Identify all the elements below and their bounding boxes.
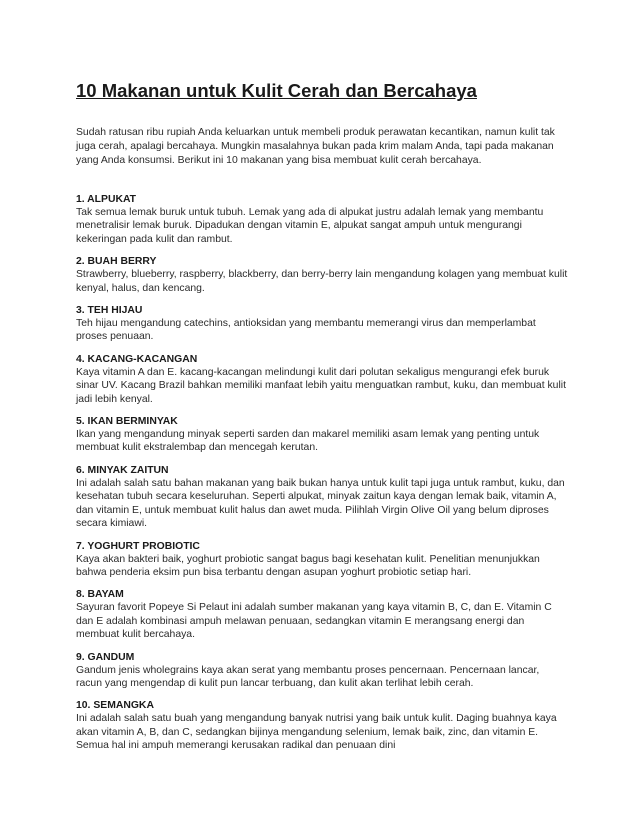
- item-body: Tak semua lemak buruk untuk tubuh. Lemak yang ada di alpukat justru adalah lemak yang membantu menetralisir lemak buruk. Dipadukan dengan vitamin E, alpukat sangat ampuh untuk mengurangi kekeringan pada kulit dan rambut.: [76, 207, 544, 245]
- item-body: Strawberry, blueberry, raspberry, blackberry, dan berry-berry lain mengandung kolagen yang membuat kulit kenyal, halus, dan kencang.: [76, 269, 568, 294]
- list-item: [76, 193, 568, 246]
- item-body: Ini adalah salah satu buah yang mengandung banyak nutrisi yang baik untuk kulit. Daging buahnya kaya akan vitamin A, B, dan C, sedangkan bijinya mengandung selenium, lemak baik, zinc, dan vitamin E. Semua hal ini ampuh memerangi kerusakan radikal dan penuaan dini: [76, 713, 557, 752]
- item-body: Ikan yang mengandung minyak seperti sarden dan makarel memiliki asam lemak yang penting untuk membuat kulit ekstralembap dan mencegah kerutan.: [76, 429, 540, 454]
- item-body: Sayuran favorit Popeye Si Pelaut ini adalah sumber makanan yang kaya vitamin B, C, dan E. Vitamin C dan E adalah kombinasi ampuh melawan penuaan, sedangkan vitamin E merangsang energi dan membuat kulit bercahaya.: [76, 602, 552, 641]
- list-item: [76, 304, 568, 344]
- list-item: [76, 540, 568, 580]
- item-body: Gandum jenis wholegrains kaya akan serat yang membantu proses pencernaan. Pencernaan lancar, racun yang mengendap di kulit pun lancar terbuang, dan kulit akan terlihat lebih cerah.: [76, 664, 540, 689]
- item-heading: 2. BUAH BERRY: [76, 256, 157, 268]
- page-title: 10 Makanan untuk Kulit Cerah dan Bercahaya: [76, 80, 477, 101]
- item-heading: 1. ALPUKAT: [76, 194, 137, 205]
- list-item: [76, 415, 568, 455]
- item-heading: 10. SEMANGKA: [76, 700, 154, 712]
- intro-paragraph: Sudah ratusan ribu rupiah Anda keluarkan untuk membeli produk perawatan kecantikan, namun kulit tak juga cerah, apalagi bercahaya. Mungkin masalahnya bukan pada krim malam Anda, tapi pada makanan yang Anda konsumsi. Berikut ini 10 makanan yang bisa membuat kulit cerah bercahaya.: [76, 127, 555, 166]
- list-item: [76, 651, 568, 691]
- item-body: Kaya vitamin A dan E. kacang-kacangan melindungi kulit dari polutan sekaligus mengurangi efek buruk sinar UV. Kacang Brazil bahkan memiliki manfaat lebih yaitu menguatkan rambut, kuku, dan membuat kulit jadi lebih kenyal.: [76, 366, 566, 405]
- item-heading: 3. TEH HIJAU: [76, 305, 143, 317]
- item-body: Teh hijau mengandung catechins, antioksidan yang membantu memerangi virus dan memperlambat proses penuaan.: [76, 318, 536, 343]
- list-item: [76, 464, 568, 531]
- list-item: [76, 353, 568, 406]
- item-body: Ini adalah salah satu bahan makanan yang baik bukan hanya untuk kulit tapi juga untuk rambut, kuku, dan kesehatan tubuh secara keseluruhan. Seperti alpukat, minyak zaitun kaya dengan lemak baik, vitamin A, dan vitamin E, untuk membuat kulit halus dan awet muda. Pilihlah Virgin Olive Oil yang belum diproses secara kimiawi.: [76, 477, 565, 530]
- item-heading: 7. YOGHURT PROBIOTIC: [76, 540, 200, 552]
- food-list: [76, 193, 568, 762]
- list-item: [76, 588, 568, 641]
- list-item: [76, 255, 568, 295]
- item-heading: 4. KACANG-KACANGAN: [76, 353, 198, 365]
- item-heading: 5. IKAN BERMINYAK: [76, 416, 178, 428]
- item-heading: 8. BAYAM: [76, 589, 124, 601]
- item-heading: 6. MINYAK ZAITUN: [76, 464, 169, 476]
- list-item: [76, 699, 568, 752]
- item-heading: 9. GANDUM: [76, 651, 135, 663]
- item-body: Kaya akan bakteri baik, yoghurt probiotic sangat bagus bagi kesehatan kulit. Penelitian menunjukkan bahwa penderia eksim pun bisa terbantu dengan asupan yoghurt probiotic setiap hari.: [76, 553, 540, 578]
